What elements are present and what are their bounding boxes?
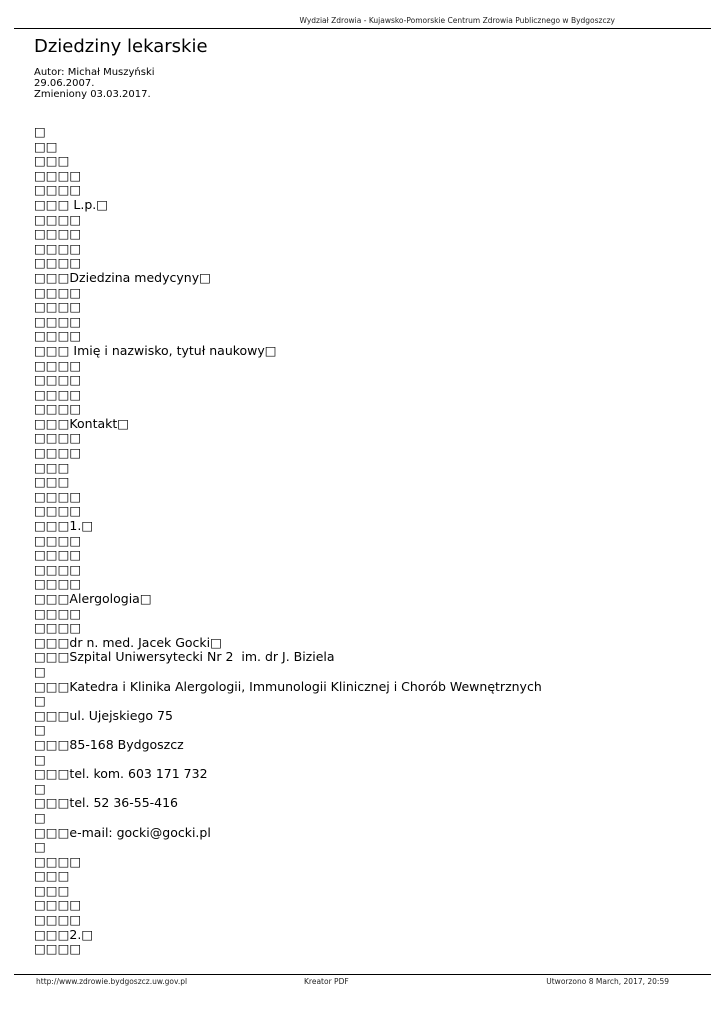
body-line: □□□dr n. med. Jacek Gocki□ <box>34 634 222 650</box>
body-line: □□□1.□ <box>34 518 94 534</box>
body-line: □ <box>34 722 46 738</box>
footer-created: Utworzono 8 March, 2017, 20:59 <box>546 977 669 986</box>
body-line: □ <box>34 693 46 709</box>
body-line: □□□□ <box>34 182 82 198</box>
body-line: □□□□ <box>34 620 82 636</box>
body-line: □ <box>34 751 46 767</box>
body-line: □□□Alergologia□ <box>34 591 152 606</box>
body-line: □□□ L.p.□ <box>34 196 109 212</box>
footer-generator: Kreator PDF <box>304 977 349 986</box>
body-line: □□□Katedra i Klinika Alergologii, Immunologii Klinicznej i Chorób Wewnętrznych <box>34 678 542 694</box>
body-line: □□□□ <box>34 897 82 913</box>
body-line: □□□□ <box>34 576 82 592</box>
body-line: □□□ <box>34 882 70 898</box>
created-date: 29.06.2007. <box>34 78 95 89</box>
body-line: □□□□ <box>34 386 82 402</box>
body-line: □□□□ <box>34 401 82 417</box>
body-line: □□□□ <box>34 255 82 271</box>
body-line: □□□□ <box>34 167 82 183</box>
page-title: Dziedziny lekarskie <box>34 36 208 57</box>
body-line: □□□□ <box>34 488 82 504</box>
body-line: □□□□ <box>34 226 82 242</box>
body-line: □□□□ <box>34 561 82 577</box>
document-body <box>34 125 542 957</box>
body-line: □□□ul. Ujejskiego 75 <box>34 707 173 723</box>
body-line: □□□□ <box>34 445 82 461</box>
body-line: □□□□ <box>34 853 82 869</box>
body-line: □□□□ <box>34 240 82 256</box>
footer-url[interactable]: http://www.zdrowie.bydgoszcz.uw.gov.pl <box>36 977 188 986</box>
body-line: □□□Dziedzina medycyny□ <box>34 269 211 285</box>
body-line: □□□□ <box>34 605 82 621</box>
body-line: □ <box>34 663 46 679</box>
article-meta <box>34 67 155 100</box>
body-line: □□□ <box>34 474 70 490</box>
page-header-text: Wydział Zdrowia - Kujawsko-Pomorskie Centrum Zdrowia Publicznego w Bydgoszczy <box>299 16 615 25</box>
body-line: □□□2.□ <box>34 926 94 942</box>
body-line: □□□□ <box>34 941 82 957</box>
body-line: □□□ Imię i nazwisko, tytuł naukowy□ <box>34 342 277 358</box>
body-line: □□□□ <box>34 357 82 373</box>
body-line: □□□ <box>34 459 70 475</box>
body-line: □□□tel. 52 36-55-416 <box>34 795 179 811</box>
body-line: □□□ <box>34 868 70 884</box>
body-line: □□□85-168 Bydgoszcz <box>34 736 184 752</box>
body-line: □ <box>34 124 46 139</box>
body-line: □□ <box>34 138 58 154</box>
body-line: □□□tel. kom. 603 171 732 <box>34 766 208 782</box>
body-line: □□□□ <box>34 299 82 315</box>
body-line: □□□□ <box>34 211 82 227</box>
body-line: □□□□ <box>34 503 82 519</box>
body-line: □□□e-mail: gocki@gocki.pl <box>34 824 211 840</box>
body-line: □□□Szpital Uniwersytecki Nr 2 im. dr J. Biziela <box>34 649 335 665</box>
body-line: □□□□ <box>34 430 82 446</box>
body-line: □□□□ <box>34 547 82 563</box>
header-divider <box>14 28 711 29</box>
body-line: □□□□ <box>34 313 82 329</box>
body-line: □ <box>34 809 46 825</box>
body-line: □□□Kontakt□ <box>34 415 130 431</box>
body-line: □□□□ <box>34 912 82 928</box>
author-line: Autor: Michał Muszyński <box>34 67 155 78</box>
body-line: □ <box>34 839 46 855</box>
modified-date: Zmieniony 03.03.2017. <box>34 89 151 100</box>
body-line: □□□□ <box>34 532 82 548</box>
body-line: □□□□ <box>34 284 82 300</box>
footer-divider <box>14 974 711 975</box>
body-line: □□□ <box>34 153 70 169</box>
body-line: □ <box>34 780 46 796</box>
body-line: □□□□ <box>34 328 82 344</box>
body-line: □□□□ <box>34 372 82 388</box>
